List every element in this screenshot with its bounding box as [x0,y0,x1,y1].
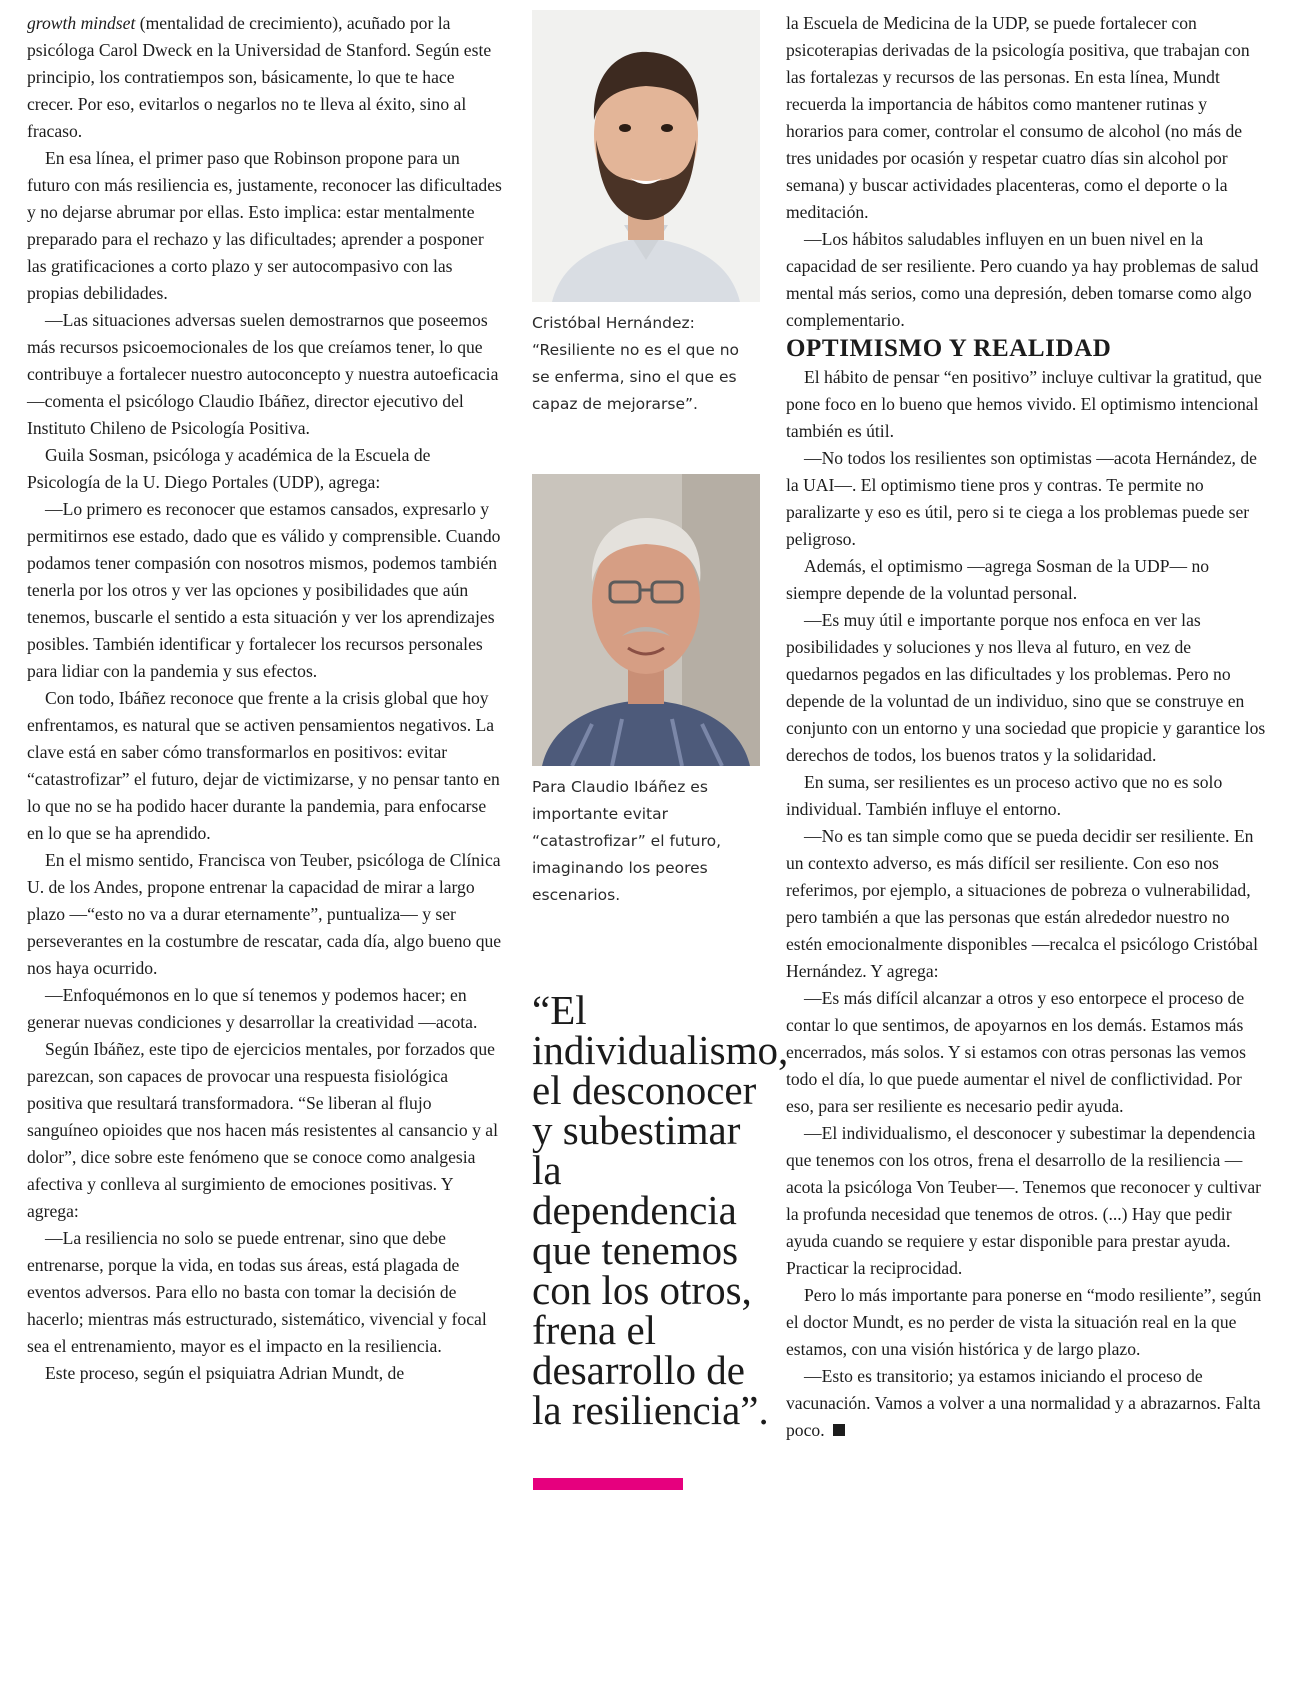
paragraph: Guila Sosman, psicóloga y académica de la Escuela de Psicología de la U. Diego Portales (UDP), agrega: [27,445,431,492]
paragraph: —Es más difícil alcanzar a otros y eso entorpece el proceso de contar lo que sentimos, de apoyarnos en los demás. Estamos más encerrados, más solos. Y si estamos con otras personas las vemos todo el día, lo que puede aumentar el nivel de conflictividad. Por eso, para ser resiliente es necesario pedir ayuda. [786,988,1246,1116]
paragraph: —Los hábitos saludables influyen en un buen nivel en la capacidad de ser resiliente. Pero cuando ya hay problemas de salud mental más serios, como una depresión, deben tomarse como algo complementario. [786,229,1259,330]
portrait-young-man [532,10,760,302]
end-of-article-mark [833,1424,845,1436]
paragraph: Según Ibáñez, este tipo de ejercicios mentales, por forzados que parezcan, son capaces de provocar una respuesta fisiológica positiva que resultará transformadora. “Se liberan al flujo sanguíneo opioides que nos hacen más resistentes al cansancio y al dolor”, dice sobre este fenómeno que se conoce como analgesia afectiva y conlleva al surgimiento de emociones positivas. Y agrega: [27,1039,498,1221]
paragraph: En suma, ser resilientes es un proceso activo que no es solo individual. También influye el entorno. [786,772,1223,819]
middle-column [532,10,762,909]
paragraph: —No todos los resilientes son optimistas —acota Hernández, de la UAI—. El optimismo tiene pros y contras. Te permite no paralizarte y eso es útil, pero si te ciega a los problemas puede ser peligroso. [786,448,1257,549]
italic-term: growth mindset [27,13,136,33]
paragraph: —Lo primero es reconocer que estamos cansados, expresarlo y permitirnos ese estado, dado que es válido y comprensible. Cuando podamos tener compasión con nosotros mismos, podemos también tenerla por los otros y ver las opciones y posibilidades que aún tenemos, buscarle el sentido a esta situación y ver los aprendizajes posibles. También identificar y fortalecer los recursos personales para lidiar con la pandemia y sus efectos. [27,499,501,681]
accent-bar [533,1478,683,1490]
paragraph: —La resiliencia no solo se puede entrenar, sino que debe entrenarse, porque la vida, en todas sus áreas, está plagada de eventos adversos. Para ello no basta con tomar la decisión de hacerlo; mientras más estructurado, sistemático, vivencial y focal sea el entrenamiento, mayor es el impacto en la resiliencia. [27,1228,487,1356]
paragraph: En esa línea, el primer paso que Robinson propone para un futuro con más resiliencia es, justamente, reconocer las dificultades y no dejarse abrumar por ellas. Esto implica: estar mentalmente preparado para el rechazo y las dificultades; aprender a posponer las gratificaciones a corto plazo y ser autocompasivo con las propias debilidades. [27,148,502,303]
right-column [786,10,1266,1444]
photo-cristobal-hernandez [532,10,760,302]
paragraph: Pero lo más importante para ponerse en “modo resiliente”, según el doctor Mundt, es no perder de vista la situación real en la que estamos, con una visión histórica y de largo plazo. [786,1285,1262,1359]
paragraph: Con todo, Ibáñez reconoce que frente a la crisis global que hoy enfrentamos, es natural que se activen pensamientos negativos. La clave está en saber cómo transformarlos en positivos: evitar “catastrofizar” el futuro, dejar de victimizarse, y no pensar tanto en lo que no se ha podido hacer durante la pandemia, para enfocarse en lo que se ha aprendido. [27,688,500,843]
paragraph: —Es muy útil e importante porque nos enfoca en ver las posibilidades y soluciones y nos lleva al futuro, en vez de quedarnos pegados en las dificultades y los problemas. Pero no depende de la voluntad de un individuo, sino que se construye en conjunto con un entorno y una sociedad que propicie y garantice los derechos de todos, los buenos tratos y la solidaridad. [786,610,1266,765]
photo-caption: Cristóbal Hernández: “Resiliente no es el que no se enferma, sino el que es capaz de mejorarse”. [532,314,740,413]
final-paragraph-text: —Esto es transitorio; ya estamos iniciando el proceso de vacunación. Vamos a volver a una normalidad y a abrazarnos. Falta poco. [786,1366,1261,1440]
paragraph: —Las situaciones adversas suelen demostrarnos que poseemos más recursos psicoemocionales de los que creíamos tener, lo que contribuye a fortalecer nuestro autoconcepto y nuestra autoeficacia —comenta el psicólogo Claudio Ibáñez, director ejecutivo del Instituto Chileno de Psicología Positiva. [27,310,499,438]
portrait-older-man [532,474,760,766]
paragraph: El hábito de pensar “en positivo” incluye cultivar la gratitud, que pone foco en lo bueno que hemos vivido. El optimismo intencional también es útil. [786,367,1262,441]
paragraph: Este proceso, según el psiquiatra Adrian Mundt, de [45,1363,405,1383]
paragraph: —Enfoquémonos en lo que sí tenemos y podemos hacer; en generar nuevas condiciones y desarrollar la creatividad —acota. [27,985,478,1032]
paragraph: growth mindset (mentalidad de crecimiento), acuñado por la psicóloga Carol Dweck en la Universidad de Stanford. Según este principio, los contratiempos son, básicamente, lo que te hace crecer. Por eso, evitarlos o negarlos no te lleva al éxito, sino al fracaso. [27,13,492,141]
paragraph: —El individualismo, el desconocer y subestimar la dependencia que tenemos con los otros, frena el desarrollo de la resiliencia —acota la psicóloga Von Teuber—. Tenemos que reconocer y cultivar la profunda necesidad que tenemos de otros. (...) Hay que pedir ayuda cuando se requiere y estar disponible para prestar ayuda. Practicar la reciprocidad. [786,1123,1262,1278]
paragraph: —No es tan simple como que se pueda decidir ser resiliente. En un contexto adverso, es más difícil ser resiliente. Con eso nos referimos, por ejemplo, a situaciones de pobreza o vulnerabilidad, pero también a que las personas que están alrededor nuestro no estén emocionalmente disponibles —recalca el psicólogo Cristóbal Hernández. Y agrega: [786,826,1258,981]
paragraph: Además, el optimismo —agrega Sosman de la UDP— no siempre depende de la voluntad personal. [786,556,1210,603]
section-heading: OPTIMISMO Y REALIDAD [786,335,1112,362]
pull-quote: “El individualismo, el desconocer y subestimar la dependencia que tenemos con los otros, frena el desarrollo de la resiliencia”. [532,987,789,1433]
left-column [27,10,505,1387]
paragraph [786,1363,1266,1444]
paragraph: En el mismo sentido, Francisca von Teuber, psicóloga de Clínica U. de los Andes, propone entrenar la capacidad de mirar a largo plazo —“esto no va a durar eternamente”, puntualiza— y ser perseverantes en la costumbre de rescatar, cada día, algo bueno que nos haya ocurrido. [27,850,502,978]
photo-claudio-ibanez [532,474,760,766]
photo-caption: Para Claudio Ibáñez es importante evitar “catastrofizar” el futuro, imaginando los peores escenarios. [532,778,722,904]
paragraph: la Escuela de Medicina de la UDP, se puede fortalecer con psicoterapias derivadas de la psicología positiva, que trabajan con las fortalezas y recursos de las personas. En esta línea, Mundt recuerda la importancia de hábitos como mantener rutinas y horarios para comer, controlar el consumo de alcohol (no más de tres unidades por ocasión y respetar cuatro días sin alcohol por semana) y buscar actividades placenteras, como el deporte o la meditación. [786,13,1250,222]
